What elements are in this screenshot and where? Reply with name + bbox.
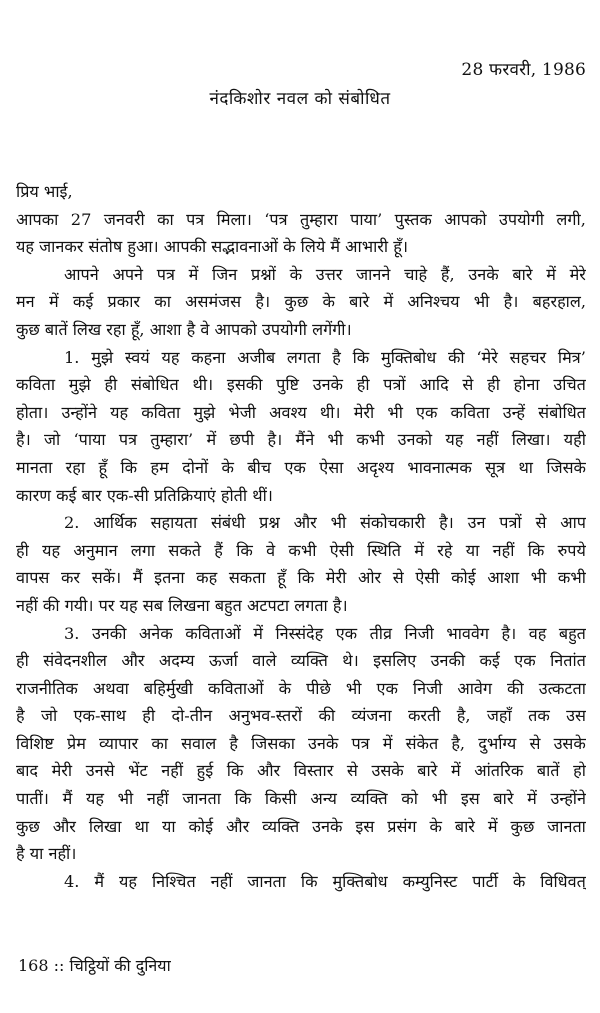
text-line: राजनीतिक अथवा बहिर्मुखी कविताओं के पीछे भी एक निजी आवेग की उत्कटता	[16, 678, 586, 698]
text-line: 4. मैं यह निश्चित नहीं जानता कि मुक्तिबोध कम्युनिस्ट पार्टी के विधिवत्	[64, 871, 586, 891]
text-line: आपने अपने पत्र में जिन प्रश्नों के उत्तर जानने चाहे हैं, उनके बारे में मेरे	[64, 264, 586, 284]
text-line: मानता रहा हूँ कि हम दोनों के बीच एक ऐसा अदृश्य भावनात्मक सूत्र था जिसके	[16, 457, 586, 477]
text-line: मन में कई प्रकार का असमंजस है। कुछ के बारे में अनिश्चय भी है। बहरहाल,	[16, 292, 586, 312]
text-line: है या नहीं।	[16, 844, 77, 864]
text-line: यह जानकर संतोष हुआ। आपकी सद्भावनाओं के लिये मैं आभारी हूँ।	[16, 237, 408, 257]
text-line: ही संवेदनशील और अदम्य ऊर्जा वाले व्यक्ति थे। इसलिए उनकी कई एक नितांत	[16, 651, 586, 671]
salutation: प्रिय भाई,	[16, 182, 73, 201]
text-line: 2. आर्थिक सहायता संबंधी प्रश्न और भी संकोचकारी है। उन पत्रों से आप	[64, 513, 586, 533]
letter-body	[16, 178, 586, 895]
letter-title: नंदकिशोर नवल को संबोधित	[209, 89, 391, 109]
text-line: नहीं की गयी। पर यह सब लिखना बहुत अटपटा लगता है।	[16, 595, 348, 615]
text-line: 3. उनकी अनेक कविताओं में निस्संदेह एक तीव्र निजी भाववेग है। वह बहुत	[64, 623, 586, 643]
text-line: 1. मुझे स्वयं यह कहना अजीब लगता है कि मुक्तिबोध की ‘मेरे सहचर मित्र’	[64, 347, 586, 367]
text-line: होता। उन्होंने यह कविता मुझे भेजी अवश्य थी। मेरी भी एक कविता उन्हें संबोधित	[16, 402, 586, 422]
text-line: कविता मुझे ही संबोधित थी। इसकी पुष्टि उनके ही पत्रों आदि से ही होना उचित	[16, 375, 586, 395]
text-line: विशिष्ट प्रेम व्यापार का सवाल है जिसका उनके पत्र में संकेत है, दुर्भाग्य से उसके	[16, 733, 586, 753]
text-line: कुछ बातें लिख रहा हूँ, आशा है वे आपको उपयोगी लगेंगी।	[16, 319, 352, 339]
letter-text	[16, 206, 586, 896]
text-line: वापस कर सकें। मैं इतना कह सकता हूँ कि मेरी ओर से ऐसी कोई आशा भी कभी	[16, 568, 586, 588]
text-line: आपका 27 जनवरी का पत्र मिला। ‘पत्र तुम्हारा पाया’ पुस्तक आपको उपयोगी लगी,	[16, 209, 586, 229]
text-line: बाद मेरी उनसे भेंट नहीं हुई कि और विस्तार से उसके बारे में आंतरिक बातें हो	[16, 761, 586, 781]
text-line: है। जो ‘पाया पत्र तुम्हारा’ में छपी है। मैंने भी कभी उनको यह नहीं लिखा। यही	[16, 430, 586, 450]
text-line: पातीं। मैं यह भी नहीं जानता कि किसी अन्य व्यक्ति को भी इस बारे में उन्होंने	[16, 789, 586, 809]
text-line: ही यह अनुमान लगा सकते हैं कि वे कभी ऐसी स्थिति में रहे या नहीं कि रुपये	[16, 540, 586, 560]
letter-date: 28 फरवरी, 1986	[461, 60, 586, 80]
page-footer: 168 :: चिट्ठियों की दुनिया	[18, 956, 171, 975]
text-line: है जो एक-साथ ही दो-तीन अनुभव-स्तरों की व्यंजना करती है, जहाँ तक उस	[16, 706, 586, 726]
text-line: कुछ और लिखा था या कोई और व्यक्ति उनके इस प्रसंग के बारे में कुछ जानता	[16, 816, 586, 836]
text-line: कारण कई बार एक-सी प्रतिक्रियाएं होती थीं।	[16, 485, 273, 505]
